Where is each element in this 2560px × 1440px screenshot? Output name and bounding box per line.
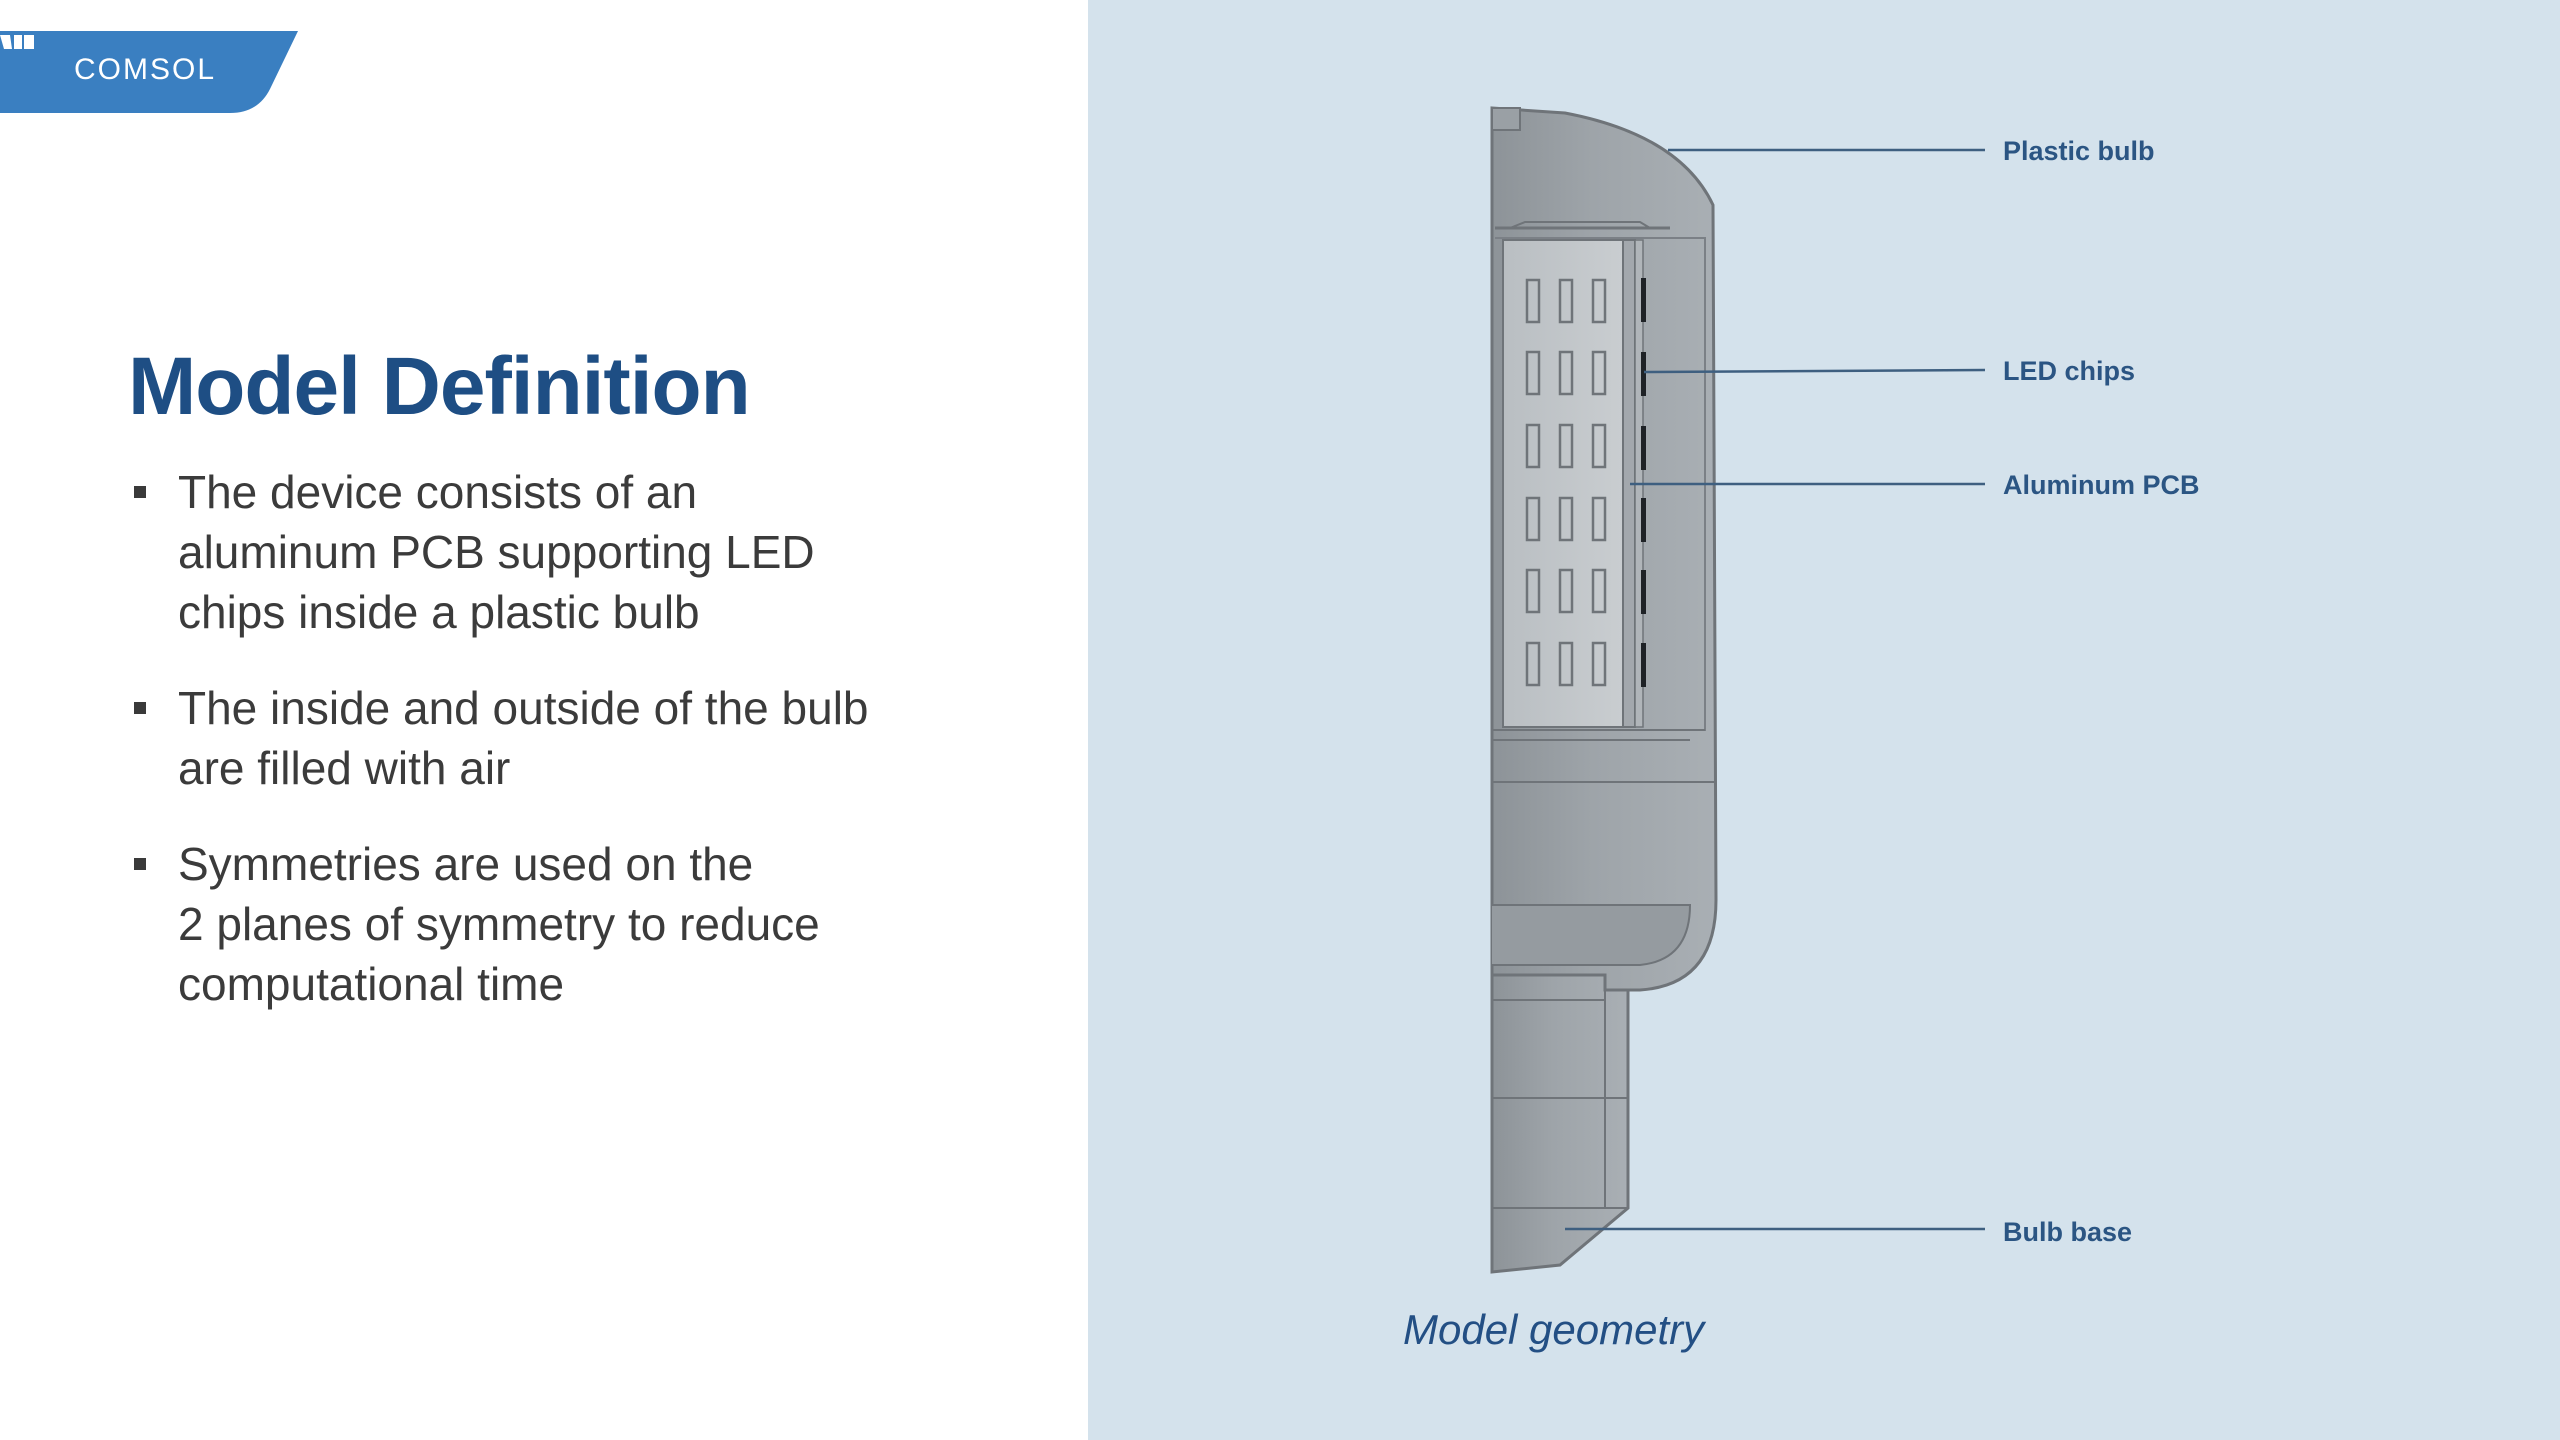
bullet-line: computational time [178,958,565,1010]
slide-title: Model Definition [128,341,750,432]
label-aluminum-pcb: Aluminum PCB [2003,470,2200,500]
bullet-line: The inside and outside of the bulb [178,682,869,734]
figure-caption: Model geometry [1403,1306,1705,1353]
logo-text: COMSOL [74,53,217,86]
bulb-base [1492,975,1628,1272]
bullet-line: aluminum PCB supporting LED [178,526,815,578]
bullet-line: The device consists of an [178,466,698,518]
label-plastic-bulb: Plastic bulb [2003,136,2155,166]
label-bulb-base: Bulb base [2003,1217,2133,1247]
label-led-chips: LED chips [2003,356,2136,386]
top-cap [1492,108,1520,130]
bullet-line: chips inside a plastic bulb [178,586,700,638]
bullet-line: are filled with air [178,742,511,794]
bullet-line: Symmetries are used on the [178,838,754,890]
bullet-line: 2 planes of symmetry to reduce [178,898,820,950]
